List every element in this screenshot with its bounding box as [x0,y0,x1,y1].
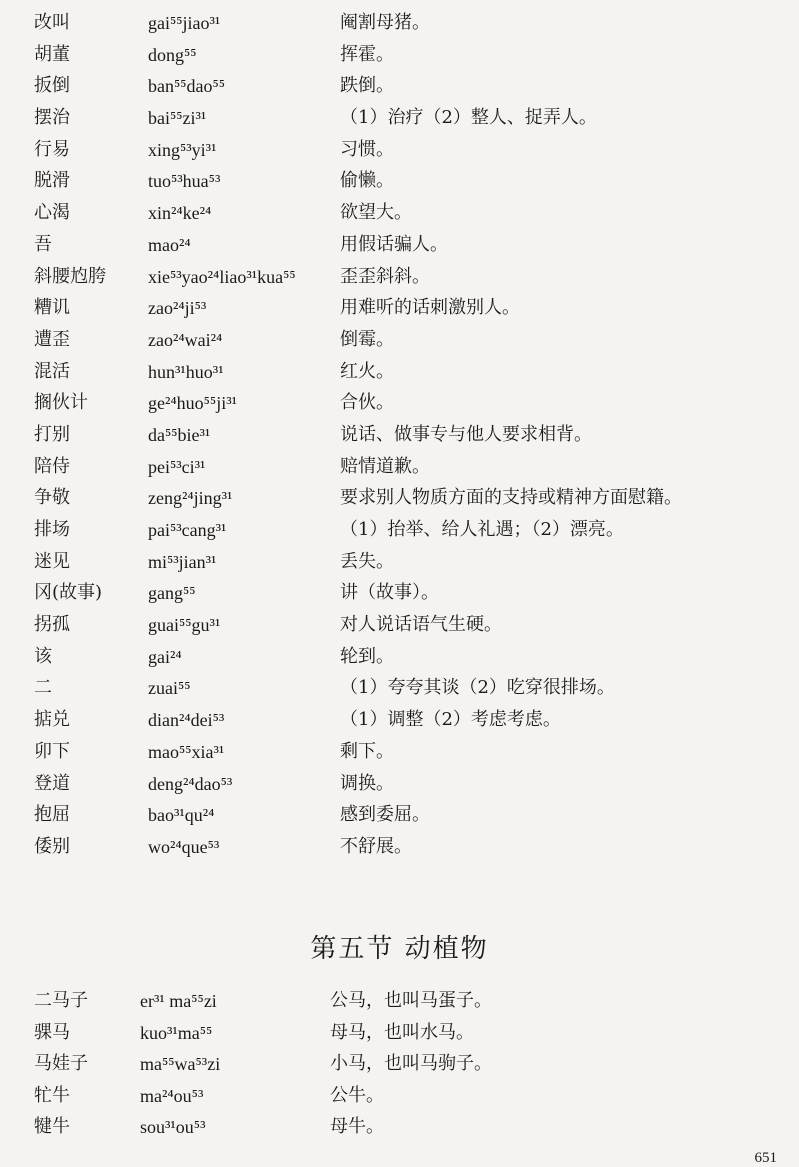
entry-definition: 阉割母猪。 [340,12,430,33]
entry-word: 冈(故事) [34,582,103,604]
entry-pronunciation: er³¹ ma⁵⁵zi [140,991,217,1011]
entry-word: 摆治 [34,107,70,129]
entry-pronunciation: tuo⁵³hua⁵³ [148,171,221,192]
entry-word: 扳倒 [34,75,70,97]
entry-word: 马娃子 [34,1053,88,1074]
animal-word-list [0,986,799,1144]
entry-word: 犍牛 [34,1116,70,1137]
entry-word: 骒马 [34,1021,70,1043]
entry-pronunciation: bai⁵⁵zi³¹ [148,108,207,129]
entry-definition: 小马，也叫马驹子。 [330,1053,492,1074]
list-item [0,800,799,832]
entry-definition: 轮到。 [340,645,394,667]
entry-definition: 歪歪斜斜。 [340,265,430,287]
list-item [0,166,799,198]
entry-word: 迷见 [34,550,70,572]
entry-definition: 公马，也叫马蛋子。 [330,990,492,1011]
entry-word: 牤牛 [34,1084,70,1106]
entry-definition: 感到委屈。 [340,804,430,826]
list-item [0,103,799,135]
entry-definition: 倒霉。 [340,328,394,350]
entry-definition: 对人说话语气生硬。 [340,614,502,636]
entry-pronunciation: deng²⁴dao⁵³ [148,773,233,794]
entry-definition: 跌倒。 [340,75,394,97]
entry-pronunciation: gai²⁴ [148,646,182,667]
entry-word: 脱滑 [34,170,70,192]
list-item [0,8,799,40]
entry-pronunciation: bao³¹qu²⁴ [148,805,215,826]
entry-pronunciation: xie⁵³yao²⁴liao³¹kua⁵⁵ [148,266,296,287]
entry-pronunciation: zao²⁴ji⁵³ [148,298,207,319]
entry-definition: 要求别人物质方面的支持或精神方面慰籍。 [340,487,682,509]
entry-pronunciation: ge²⁴huo⁵⁵ji³¹ [148,393,238,414]
entry-pronunciation: xin²⁴ke²⁴ [148,203,212,224]
list-item [0,420,799,452]
entry-pronunciation: gang⁵⁵ [148,583,196,604]
entry-word: 斜腰尥胯 [34,265,106,287]
entry-word: 该 [34,645,52,667]
entry-definition: 偷懒。 [340,170,394,192]
entry-word: 改叫 [34,12,70,33]
list-item [0,388,799,420]
entry-definition: 习惯。 [340,138,394,160]
list-item [0,1018,799,1050]
entry-word: 卯下 [34,740,70,762]
entry-pronunciation: ban⁵⁵dao⁵⁵ [148,76,226,97]
entry-word: 胡董 [34,43,70,65]
list-item [0,515,799,547]
list-item [0,452,799,484]
entry-word: 混活 [34,360,70,382]
entry-word: 糟讥 [34,297,70,319]
list-item [0,293,799,325]
list-item [0,135,799,167]
list-item [0,262,799,294]
list-item [0,642,799,674]
entry-pronunciation: da⁵⁵bie³¹ [148,424,211,445]
entry-definition: 用假话骗人。 [340,233,448,255]
entry-pronunciation: guai⁵⁵gu³¹ [148,615,221,636]
list-item [0,986,799,1018]
entry-definition: 用难听的话刺激别人。 [340,297,520,319]
entry-word: 吾 [34,233,52,255]
entry-pronunciation: hun³¹huo³¹ [148,361,224,382]
entry-definition: 丢失。 [340,550,394,572]
entry-pronunciation: ma⁵⁵wa⁵³zi [140,1054,221,1074]
entry-definition: 母牛。 [330,1116,384,1137]
entry-pronunciation: mao²⁴ [148,234,191,255]
entry-definition: 讲（故事）。 [340,582,439,604]
entry-word: 二 [34,677,52,699]
entry-word: 遭歪 [34,328,70,350]
entry-definition: 不舒展。 [340,835,412,857]
entry-pronunciation: gai⁵⁵jiao³¹ [148,13,221,33]
entry-word: 倭别 [34,835,70,857]
entry-word: 掂兑 [34,709,70,731]
entry-word: 打别 [34,423,70,445]
entry-pronunciation: kuo³¹ma⁵⁵ [140,1022,213,1043]
list-item [0,1081,799,1113]
list-item [0,357,799,389]
list-item [0,325,799,357]
entry-definition: 赔情道歉。 [340,455,430,477]
entry-word: 二马子 [34,990,88,1011]
entry-definition: 母马，也叫水马。 [330,1021,474,1043]
page-number: 651 [754,1150,777,1166]
entry-definition: 说话、做事专与他人要求相背。 [340,423,592,445]
list-item [0,198,799,230]
entry-word: 搁伙计 [34,392,88,414]
list-item [0,40,799,72]
entry-pronunciation: mi⁵³jian³¹ [148,551,217,572]
list-item [0,578,799,610]
entry-definition: （1）夸夸其谈（2）吃穿很排场。 [340,677,615,699]
entry-word: 行易 [34,138,70,160]
entry-definition: 欲望大。 [340,202,412,224]
list-item [0,705,799,737]
entry-definition: 红火。 [340,360,394,382]
entry-word: 陪侍 [34,455,70,477]
entry-definition: 合伙。 [340,392,394,414]
entry-pronunciation: dong⁵⁵ [148,44,197,65]
entry-pronunciation: xing⁵³yi³¹ [148,139,217,160]
list-item [0,769,799,801]
list-item [0,610,799,642]
entry-definition: 公牛。 [330,1084,384,1106]
entry-pronunciation: ma²⁴ou⁵³ [140,1085,204,1106]
entry-word: 拐孤 [34,614,70,636]
list-item [0,673,799,705]
entry-definition: （1）治疗（2）整人、捉弄人。 [340,107,597,129]
entry-pronunciation: zeng²⁴jing³¹ [148,488,233,509]
list-item [0,1112,799,1144]
list-item [0,483,799,515]
entry-word: 心渴 [34,202,70,224]
entry-definition: （1）调整（2）考虑考虑。 [340,709,561,731]
entry-pronunciation: wo²⁴que⁵³ [148,836,220,857]
entry-pronunciation: dian²⁴dei⁵³ [148,710,225,731]
entry-pronunciation: mao⁵⁵xia³¹ [148,741,225,762]
entry-definition: 挥霍。 [340,43,394,65]
list-item [0,832,799,864]
list-item [0,737,799,769]
entry-pronunciation: zuai⁵⁵ [148,678,191,699]
entry-word: 抱屈 [34,804,70,826]
list-item [0,71,799,103]
list-item [0,230,799,262]
entry-word: 登道 [34,772,70,794]
entry-pronunciation: zao²⁴wai²⁴ [148,329,223,350]
list-item [0,547,799,579]
entry-word: 争敬 [34,487,70,509]
dialect-word-list [0,8,799,864]
entry-definition: 调换。 [340,772,394,794]
entry-definition: （1）抬举、给人礼遇；（2）漂亮。 [340,519,624,540]
section-heading: 第五节 动植物 [310,934,489,964]
entry-definition: 剩下。 [340,740,394,762]
entry-word: 排场 [34,519,70,540]
entry-pronunciation: pai⁵³cang³¹ [148,520,227,540]
list-item [0,1049,799,1081]
entry-pronunciation: sou³¹ou⁵³ [140,1117,206,1137]
entry-pronunciation: pei⁵³ci³¹ [148,456,206,477]
